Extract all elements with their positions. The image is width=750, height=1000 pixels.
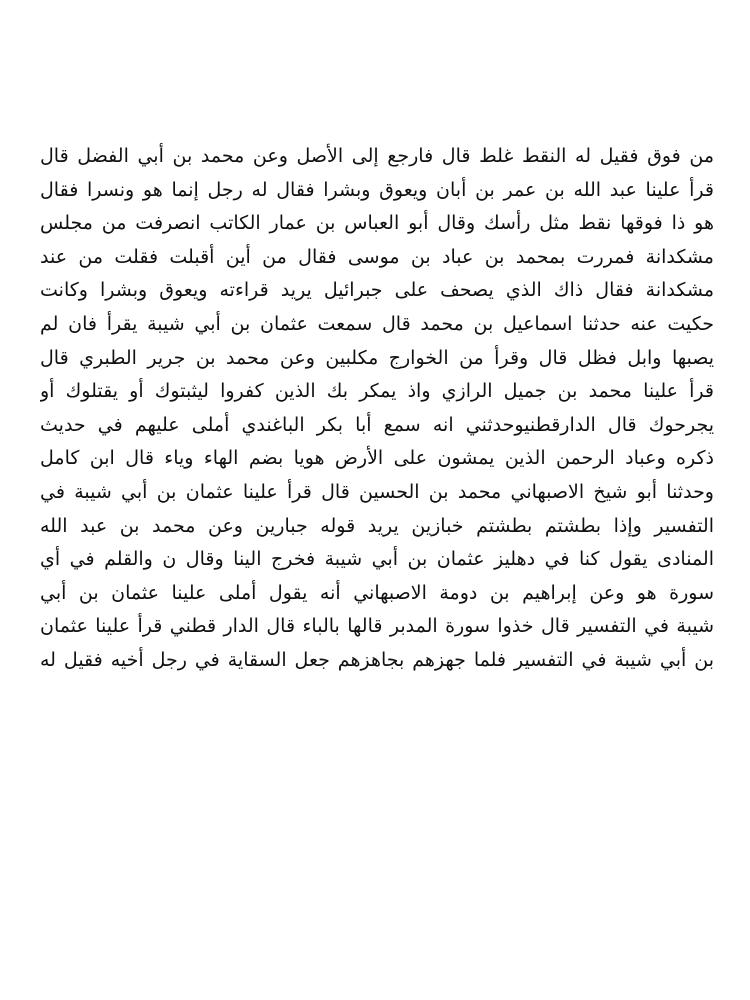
text-line-9: يجرحوك قال الدارقطنيوحدثني انه سمع أبا بكر الباغندي أملى عليهم في حديث [40, 413, 714, 436]
text-line-1: من فوق فقيل له النقط غلط قال فارجع إلى الأصل وعن محمد بن أبي الفضل قال [40, 145, 714, 167]
text-line-11: وحدثنا أبو شيخ الاصبهاني محمد بن الحسين قال قرأ علينا عثمان بن أبي شيبة في [40, 480, 714, 503]
text-line-8: قرأ علينا محمد بن جميل الرازي واذ يمكر بك الذين كفروا ليثبتوك أو يقتلوك أو [40, 380, 714, 403]
text-line-10: ذكره وعباد الرحمن الذين يمشون على الأرض هويا بضم الهاء وياء قال ابن كامل [40, 447, 714, 470]
document-page [40, 140, 714, 678]
text-line-5: مشكدانة فقال ذاك الذي يصحف على جبرائيل يريد قراءته ويعوق وبشرا وكانت [40, 279, 714, 302]
text-line-15: شيبة في التفسير قال خذوا سورة المدبر قالها بالباء قال الدار قطني قرأ علينا عثمان [40, 615, 714, 638]
text-line-16: بن أبي شيبة في التفسير فلما جهزهم بجاهزهم جعل السقاية في رجل أخيه فقيل له [40, 648, 714, 671]
text-line-13: المنادى يقول كنا في دهليز عثمان بن أبي شيبة فخرج الينا وقال ن والقلم في أي [40, 548, 714, 571]
text-line-3: هو ذا فوقها نقط مثل رأسك وقال أبو العباس بن عمار الكاتب انصرفت من مجلس [40, 212, 714, 235]
text-line-4: مشكدانة فمررت بمحمد بن عباد بن موسى فقال من أين أقبلت فقلت من عند [40, 245, 714, 268]
text-line-2: قرأ علينا عبد الله بن عمر بن أبان ويعوق وبشرا فقال له رجل إنما هو ونسرا فقال [40, 178, 714, 201]
text-line-14: سورة هو وعن إبراهيم بن دومة الاصبهاني أنه يقول أملى علينا عثمان بن أبي [40, 581, 714, 604]
text-line-7: يصبها وابل فظل قال وقرأ من الخوارج مكلبين وعن محمد بن جرير الطبري قال [40, 346, 714, 369]
text-line-12: التفسير وإذا بطشتم بطشتم خبازين يريد قوله جبارين وعن محمد بن عبد الله [40, 514, 714, 537]
text-line-6: حكيت عنه حدثنا اسماعيل بن محمد قال سمعت عثمان بن أبي شيبة يقرأ فان لم [40, 312, 714, 335]
